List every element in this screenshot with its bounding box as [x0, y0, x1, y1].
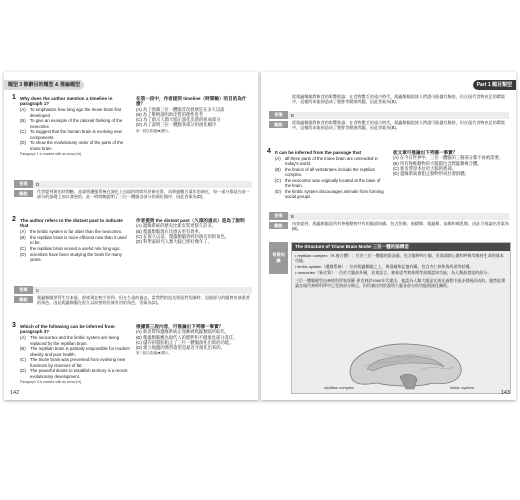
- question-2-translation: [136, 218, 252, 244]
- explanation-3b: [269, 120, 509, 130]
- knowledge-title: The Structure of Triune Brain Model 三位一體的腦構造: [292, 243, 510, 251]
- knowledge-label-wrap: [269, 242, 291, 274]
- answer-row-1: [14, 180, 252, 188]
- option-b[interactable]: (B) the reptilian brain is more efficient now than it used to be.: [20, 235, 127, 246]
- knowledge-paragraph: 三位一體腦模型由神經科學家保羅·麥克林於1960年代提出，他認為人類大腦是在演化過程中逐步發展而成的。雖然此理論在現代神經科學中已受到部分修正，但仍廣泛用於說明大腦各部分的功能與演化關係。: [295, 278, 506, 288]
- question-number: 4: [267, 148, 271, 155]
- zh-stem: 作者提到 the distant past（久遠的過去）是為了說明: [136, 218, 245, 223]
- brain-diagram: [322, 339, 482, 391]
- zh-stem: 根據第三段內容，可推論出下列哪一事實？: [136, 324, 224, 329]
- zh-option: (D) 為了說明三位一體腦各部分的演化順序: [136, 122, 217, 128]
- explanation-text: 從爬蟲類腦對飲食的影響推論：在食物匱乏的遠古時代，爬蟲類腦促使人們盡可能儲存脂肪，但在現代食物充足的環境中，這樣的本能卻造成了肥胖等健康問題，因此答案為(B)。: [292, 94, 505, 105]
- zh-option: (B) 所有脊椎動物的大腦都包含爬蟲類複合體。: [393, 160, 482, 166]
- zh-stem: 在第一段中，作者提到 timeline（時間軸）的目的為什麼？: [136, 96, 247, 107]
- right-page: [261, 72, 516, 400]
- answer-value: D: [33, 181, 252, 188]
- page-number: 142: [10, 390, 20, 396]
- question-stem: It can be inferred from the passage that: [275, 150, 362, 155]
- zh-option: (A) 在今日世界中，三位一體腦的三個部分都不再被需要。: [393, 155, 504, 161]
- option-a[interactable]: (A) the limbic system is far older than the neocortex.: [20, 229, 123, 235]
- answer-row-3: [269, 111, 509, 119]
- question-stem: The author refers to the distant past to indicate that: [20, 218, 123, 229]
- right-header: Part 1 題目類型: [473, 80, 516, 90]
- knowledge-label: 背景知識: [269, 242, 288, 274]
- left-header: 題型 3 修辭目的題型 & 推論題型: [4, 80, 84, 90]
- answer-row-2: [14, 286, 252, 294]
- explanation-label: 解說: [14, 190, 33, 197]
- option-list: [20, 107, 130, 150]
- answer-label: 答案: [14, 180, 33, 188]
- zh-option: (C) 在很久以前，爬蟲類腦曾經扮演有用的角色。: [136, 233, 230, 239]
- left-page: [4, 72, 259, 400]
- zh-option: (D) 建立地盤的強烈欲望是最近才演化出來的。: [136, 345, 225, 351]
- option-d[interactable]: (D) To show the evolutionary order of the parts of the triune brain: [20, 140, 124, 151]
- zh-note: 第三段以箭頭[➡]標示。: [136, 351, 172, 356]
- question-note: Paragraph 3 is marked with an arrow [➡].: [20, 379, 83, 384]
- option-b[interactable]: (B) The reptilian brain is partially responsible for modern obesity and poor health.: [20, 346, 130, 357]
- knowledge-box: [291, 242, 511, 394]
- answer-label: 答案: [269, 212, 288, 220]
- question-number: 1: [12, 94, 16, 101]
- option-c[interactable]: (C) the neocortex was originally located at the base of the brain.: [275, 178, 381, 189]
- question-3: [12, 324, 130, 385]
- question-3-translation: [136, 324, 252, 356]
- explanation-label: 解說: [269, 121, 288, 128]
- zh-option: (A) 為了強調三位一體腦首次發展是在多久以前: [136, 106, 225, 112]
- zh-option: (B) 爬蟲類腦應為現代人的肥胖和不健康負部分責任。: [136, 334, 238, 340]
- zh-option: (A) 新皮質和邊緣系統正逐漸被爬蟲類腦所取代。: [136, 329, 229, 335]
- zh-option: (D) 科學家研究人類大腦已經好幾年了。: [136, 239, 212, 245]
- zh-option: (D) 邊緣系統會阻止動物形成社會群體。: [393, 171, 469, 177]
- zh-option: (B) 為了舉例說明新皮質的理性思考: [136, 112, 204, 118]
- bullet-item: • limbic system（邊緣系統）：位於爬蟲類腦之上，與情緒和記憶有關，包含杏仁核和海馬迴等結構。: [295, 264, 474, 269]
- question-stem: Which of the following can be inferred from paragraph 3?: [20, 324, 115, 335]
- explanation-text: 爬蟲類腦掌管生存本能，即使現在較少用到，但在久遠的過去，當我們的祖先要面對危險時，這個部分的腦曾扮演重要的角色。因此爬蟲類腦在很久以前曾經扮演有用的角色，答案為(C)。: [37, 295, 250, 306]
- explanation-4: [269, 221, 509, 231]
- explanation-text: 作者提到演化時間軸，並說明邊緣系統在演化上出現的時間早於新皮質，而經過數百萬年的演化，每一部分都是在前一部分的基礎上加以發展的。此一時間軸說明了三位一體腦各部分的演化順序，因此答案為(D)。: [37, 189, 250, 200]
- bullet-item: • reptilian complex（R-複合體）：位於三位一體腦的最深處，包含腦幹和小腦，負責調節心跳和呼吸等維持生命的基本功能。: [295, 253, 504, 263]
- answer-value: C: [33, 287, 252, 294]
- zh-note: 第一段以箭頭[➡]標示。: [136, 128, 172, 133]
- answer-row-4: [269, 212, 509, 220]
- zh-option: (C) 儲存的脂肪阻止了三位一體腦演化出新的功能。: [136, 339, 234, 345]
- question-2: [12, 218, 130, 262]
- knowledge-bullets: [292, 251, 510, 278]
- question-stem: Why does the author mention a timeline in paragraph 1?: [20, 96, 113, 107]
- explanation-2: [14, 295, 252, 305]
- explanation-3: [269, 94, 509, 104]
- option-b[interactable]: (B) the brains of all vertebrates include the reptilian complex.: [275, 167, 376, 178]
- bullet-item: • neocortex（新皮質）：位於大腦最外層，負責語言、抽象思考和推理等高階認知功能，為人類最發達的部分。: [295, 270, 492, 275]
- option-d[interactable]: (D) the limbic system discourages animals from forming social groups.: [275, 189, 384, 200]
- question-4-translation: [393, 150, 509, 176]
- page-number: 143: [500, 390, 510, 396]
- zh-option: (A) 邊緣系統的歷史比新皮質更悠久許多。: [136, 223, 216, 229]
- explanation-label: 解說: [269, 222, 288, 229]
- question-note: Paragraph 1 is marked with an arrow [➡].: [20, 151, 83, 156]
- option-c[interactable]: (C) To suggest that the human brain is evolving new components: [20, 129, 122, 140]
- answer-label: 答案: [14, 286, 33, 294]
- question-number: 3: [12, 322, 16, 329]
- option-d[interactable]: (D) The powerful desire to establish territory is a recent evolutionary development.: [20, 368, 128, 379]
- option-a[interactable]: (A) The neocortex and the limbic system are being replaced by the reptilian brain.: [20, 335, 120, 346]
- limbic-label: limbic system: [450, 385, 475, 390]
- zh-option: (C) 為了暗示人類大腦正演化出新的組成部分: [136, 117, 221, 123]
- answer-label: 答案: [269, 111, 288, 119]
- question-4: [267, 150, 387, 199]
- answer-value: B: [288, 213, 509, 220]
- option-a[interactable]: (A) all three parts of the triune brain are unneeded in today's world.: [275, 156, 378, 167]
- zh-stem: 從文章可推論出下列哪一事實？: [393, 150, 458, 155]
- option-c[interactable]: (C) the reptilian brain served a useful role long ago.: [20, 246, 121, 252]
- explanation-label: 解說: [14, 296, 33, 303]
- zh-option: (B) 爬蟲類腦現在比過去更有效率。: [136, 228, 204, 234]
- question-number: 2: [12, 216, 16, 223]
- explanation-1: [14, 189, 252, 199]
- option-d[interactable]: (D) scientists have been studying the brain for many years.: [20, 252, 122, 263]
- option-c[interactable]: (C) The triune brain was prevented from evolving new functions by reserves of fat.: [20, 357, 126, 368]
- zh-option: (C) 新皮質原本位於大腦的底部。: [393, 165, 457, 171]
- option-a[interactable]: (A) To emphasize how long ago the triune brain first developed: [20, 107, 122, 118]
- brainstem-shape: [400, 374, 417, 389]
- explanation-text: 內容提到，爬蟲類腦是所有脊椎動物共有的腦部結構，包含魚類、兩棲類、爬蟲類、鳥類和哺乳類，因此可推論出答案為(B)。: [292, 221, 509, 232]
- reptilian-label: reptilian complex: [324, 385, 355, 390]
- answer-value: B: [288, 112, 509, 119]
- question-1: [12, 96, 130, 157]
- explanation-text: 從爬蟲類腦對飲食的影響推論：在食物匱乏的遠古時代，爬蟲類腦促使人們盡可能儲存脂肪，但在現代食物充足的環境中，這樣的本能卻造成了肥胖等健康問題，因此答案為(B)。: [292, 120, 505, 131]
- question-1-translation: [136, 96, 252, 134]
- option-b[interactable]: (B) To give an example of the rational thinking of the neocortex: [20, 118, 123, 129]
